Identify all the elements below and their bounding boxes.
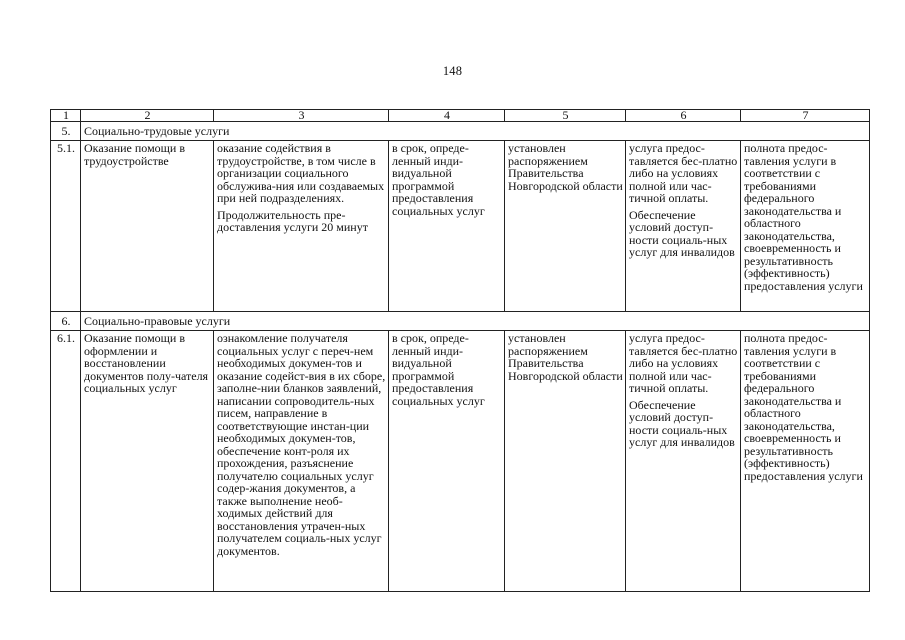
table-row [51, 331, 870, 592]
column-number: 3 [214, 110, 389, 122]
services-table [50, 109, 870, 592]
payment-conditions: услуга предос-тавляется бес-платно либо на условиях полной или час-тичной оплаты. [629, 331, 738, 395]
row-number: 6.1. [51, 331, 81, 592]
quality-indicators-cell: полнота предос-тавления услуги в соответствии с требованиями федерального законодательства и областного законодательства, своевременность и результативность (эффективность) предоставления услуги [741, 331, 870, 592]
conditions-cell [626, 331, 741, 592]
service-description: оказание содействия в трудоустройстве, в том числе в организации социального обслужива-ния или создаваемых при ней подразделениях. [217, 141, 385, 205]
section-row [51, 312, 870, 331]
service-description-cell: ознакомление получателя социальных услуг с переч-нем необходимых докумен-тов и оказание содейст-вия в их сборе, заполне-нии бланков заявлений, написании сопроводитель-ных писем, направление в соответствующие инстан-ции необходимых докумен-тов, обеспечение конт-роля их прохождения, разъяснение получателю социальных услуг содер-жания документов, а также выполнение необ-ходимых действий для восстановления утрачен-ных получателем социаль-ных услуг документов. [214, 331, 389, 592]
payment-conditions: услуга предос-тавляется бес-платно либо на условиях полной или час-тичной оплаты. [629, 141, 738, 205]
accessibility-conditions: Обеспечение условий доступ-ности социаль-ных услуг для инвалидов [629, 397, 735, 449]
service-term-cell: в срок, опреде-ленный инди-видуальной программой предоставления социальных услуг [389, 141, 505, 312]
page-number: 148 [442, 64, 463, 78]
row-number: 5.1. [51, 141, 81, 312]
section-number: 5. [51, 122, 81, 141]
conditions-cell [626, 141, 741, 312]
column-number: 4 [389, 110, 505, 122]
column-number: 5 [505, 110, 626, 122]
section-title: Социально-правовые услуги [81, 312, 870, 331]
service-duration: Продолжительность пре-доставления услуги 20 минут [217, 207, 368, 234]
column-number: 6 [626, 110, 741, 122]
service-name-cell: Оказание помощи в трудоустройстве [81, 141, 214, 312]
tariff-cell: установлен распоряжением Правительства Новгородской области [505, 331, 626, 592]
service-term-cell: в срок, опреде-ленный инди-видуальной программой предоставления социальных услуг [389, 331, 505, 592]
section-number: 6. [51, 312, 81, 331]
section-title: Социально-трудовые услуги [81, 122, 870, 141]
section-row [51, 122, 870, 141]
column-number: 1 [51, 110, 81, 122]
accessibility-conditions: Обеспечение условий доступ-ности социаль-ных услуг для инвалидов [629, 207, 735, 259]
table-row [51, 141, 870, 312]
quality-indicators-cell: полнота предос-тавления услуги в соответствии с требованиями федерального законодательства и областного законодательства, своевременность и результативность (эффективность) предоставления услуги [741, 141, 870, 312]
column-number-row [51, 110, 870, 122]
service-name-cell: Оказание помощи в оформлении и восстановлении документов полу-чателя социальных услуг [81, 331, 214, 592]
tariff-cell: установлен распоряжением Правительства Новгородской области [505, 141, 626, 312]
column-number: 7 [741, 110, 870, 122]
column-number: 2 [81, 110, 214, 122]
service-description-cell [214, 141, 389, 312]
